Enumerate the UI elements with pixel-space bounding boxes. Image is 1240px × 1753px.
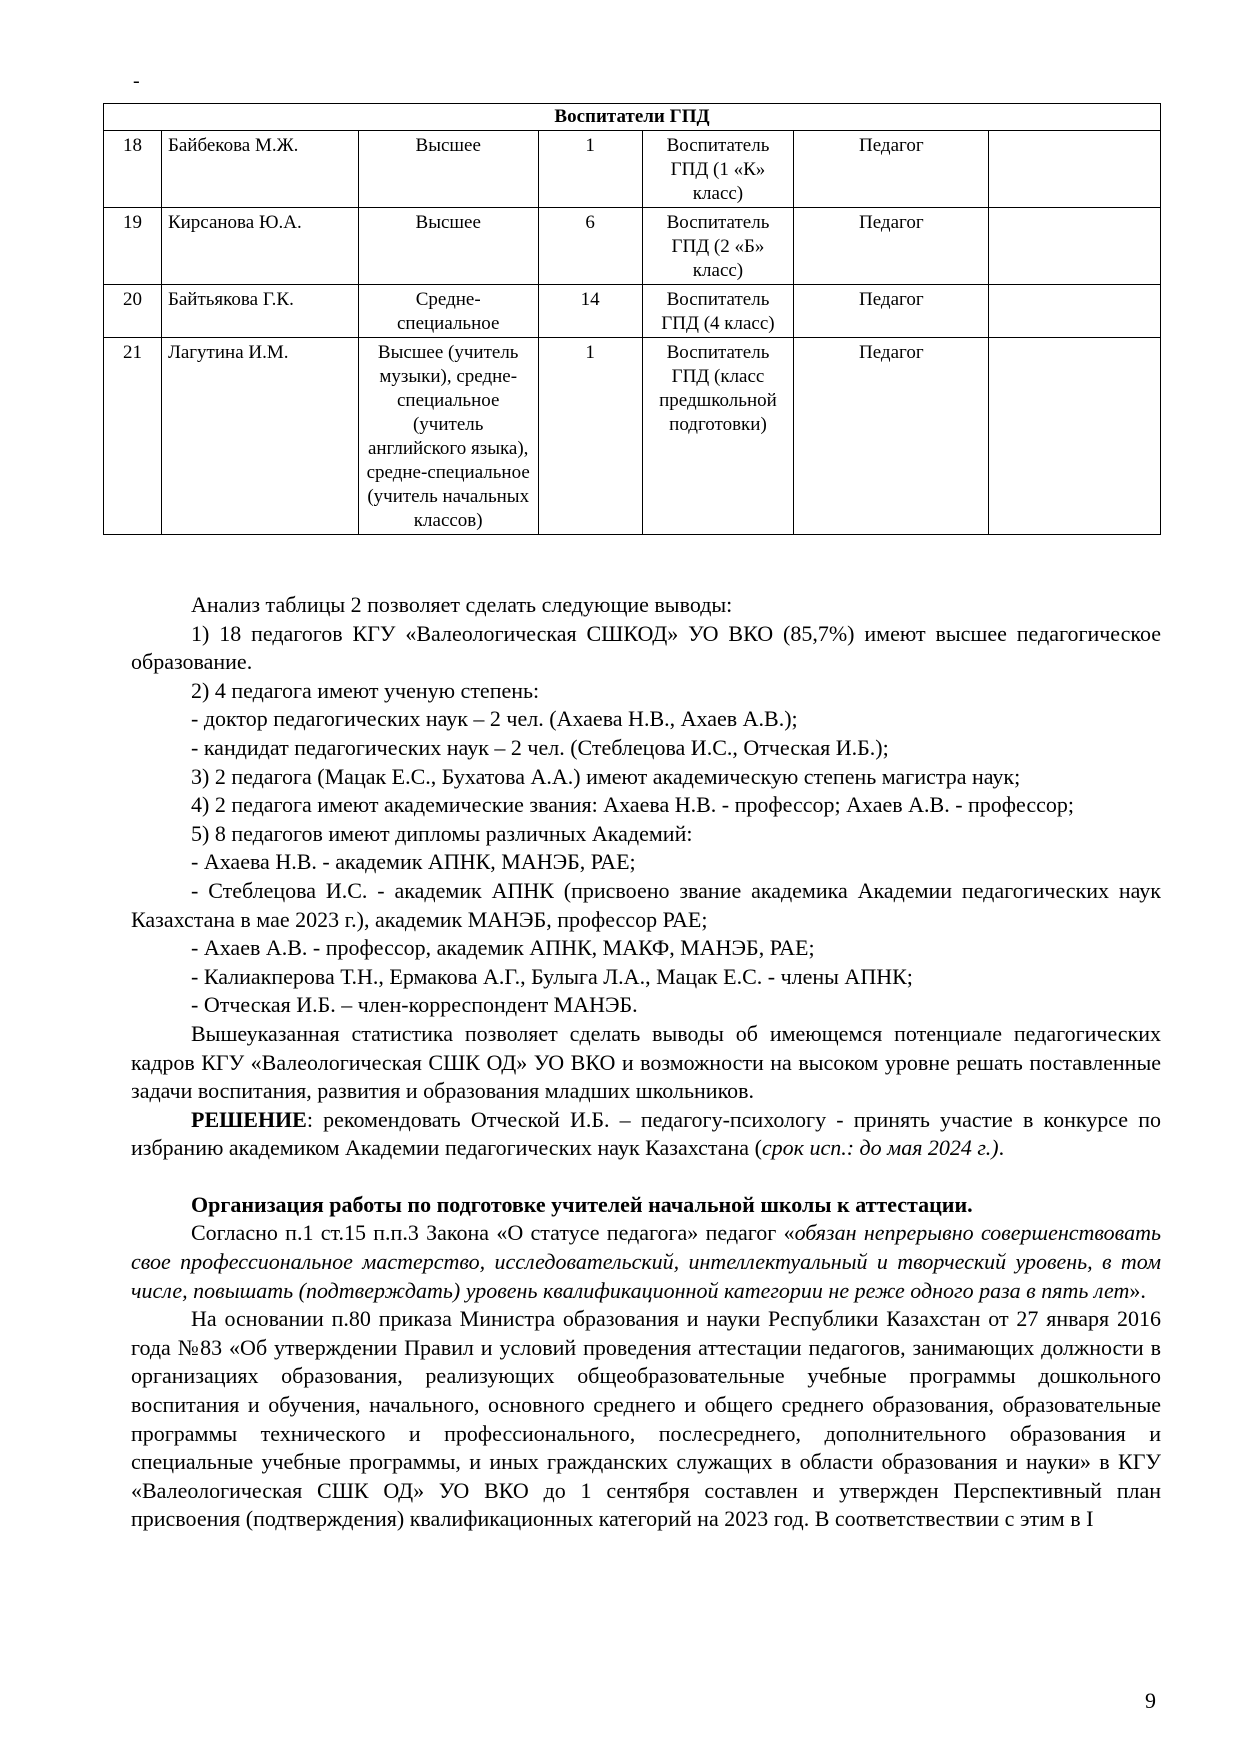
top-mark: - (133, 70, 140, 92)
paragraph: - Калиакперова Т.Н., Ермакова А.Г., Булыга Л.А., Мацак Е.С. - члены АПНК; (191, 963, 913, 989)
paragraph: - доктор педагогических наук – 2 чел. (Ахаева Н.В., Ахаев А.В.); (191, 706, 798, 732)
law-end: ». (1129, 1277, 1146, 1303)
education: Высшее (учитель музыки), средне-специальное (учитель английского языка), средне-специальное (учитель начальных классов) (358, 338, 538, 535)
decision-text: : рекомендовать Отческой И.Б. – педагогу-психологу - принять участие в конкурсе по избранию академиком Академии педагогических наук Казахстана ( (131, 1106, 1161, 1161)
paragraph: На основании п.80 приказа Министра образования и науки Республики Казахстан от 27 января 2016 года №83 «Об утверждении Правил и условий проведения аттестации педагогов, занимающих должности в организациях образования, реализующих общеобразовательные учебные программы дошкольного воспитания и обучения, начального, основного среднего и общего среднего образования, образовательные программы технического и профессионального, послесреднего, дополнительного образования и специальные учебные программы, и иных гражданских служащих в области образования и науки» в КГУ «Валеологическая СШК ОД» УО ВКО до 1 сентября составлен и утвержден Перспективный план присвоения (подтверждения) квалификационных категорий на 2023 год. В соответствествии с этим в I (131, 1306, 1161, 1532)
note (989, 208, 1161, 285)
experience: 1 (538, 131, 642, 208)
experience: 14 (538, 285, 642, 338)
experience: 1 (538, 338, 642, 535)
teacher-name: Байтьякова Г.К. (161, 285, 358, 338)
teacher-name: Байбекова М.Ж. (161, 131, 358, 208)
category: Педагог (794, 338, 989, 535)
note (989, 338, 1161, 535)
staff-table (103, 103, 1161, 535)
row-number: 20 (104, 285, 162, 338)
page-number: 9 (1145, 1688, 1156, 1713)
category: Педагог (794, 285, 989, 338)
paragraph: Анализ таблицы 2 позволяет сделать следующие выводы: (191, 592, 733, 617)
table-row (104, 338, 1161, 535)
paragraph: - Стеблецова И.С. - академик АПНК (присвоено звание академика Академии педагогических наук Казахстана в мае 2023 г.), академик МАНЭБ, профессор РАЕ; (131, 877, 1161, 932)
section-title: Воспитатели ГПД (104, 104, 1161, 131)
education: Средне-специальное (358, 285, 538, 338)
paragraph: 1) 18 педагогов КГУ «Валеологическая СШКОД» УО ВКО (85,7%) имеют высшее педагогическое образование. (131, 620, 1161, 675)
table-row (104, 208, 1161, 285)
position: Воспитатель ГПД (1 «К» класс) (642, 131, 794, 208)
table-section-row (104, 104, 1161, 131)
section-heading (131, 1191, 1161, 1220)
education: Высшее (358, 131, 538, 208)
paragraph: - Ахаева Н.В. - академик АПНК, МАНЭБ, РАЕ; (191, 849, 636, 875)
education: Высшее (358, 208, 538, 285)
law-paragraph (131, 1219, 1161, 1305)
paragraph: - кандидат педагогических наук – 2 чел. (Стеблецова И.С., Отческая И.Б.); (191, 734, 889, 760)
paragraph: 4) 2 педагога имеют академические звания: Ахаева Н.В. - профессор; Ахаев А.В. - профессор; (191, 792, 1074, 818)
paragraph: 2) 4 педагога имеют ученую степень: (191, 677, 540, 703)
experience: 6 (538, 208, 642, 285)
decision-label: РЕШЕНИЕ (191, 1106, 307, 1132)
table-row (104, 131, 1161, 208)
table-row (104, 285, 1161, 338)
position: Воспитатель ГПД (4 класс) (642, 285, 794, 338)
decision-deadline: срок исп.: до мая 2024 г.) (761, 1135, 999, 1161)
teacher-name: Лагутина И.М. (161, 338, 358, 535)
document-body (131, 591, 1161, 1534)
decision-end: . (998, 1135, 1005, 1161)
paragraph: 5) 8 педагогов имеют дипломы различных Академий: (191, 820, 693, 846)
note (989, 131, 1161, 208)
paragraph: - Отческая И.Б. – член-корреспондент МАНЭБ. (191, 992, 638, 1018)
paragraph: Вышеуказанная статистика позволяет сделать выводы об имеющемся потенциале педагогических кадров КГУ «Валеологическая СШК ОД» УО ВКО и возможности на высоком уровне решать поставленные задачи воспитания, развития и образования младших школьников. (131, 1020, 1161, 1104)
category: Педагог (794, 131, 989, 208)
row-number: 21 (104, 338, 162, 535)
position: Воспитатель ГПД (класс предшкольной подготовки) (642, 338, 794, 535)
paragraph: 3) 2 педагога (Мацак Е.С., Бухатова А.А.) имеют академическую степень магистра наук; (191, 763, 1021, 789)
note (989, 285, 1161, 338)
teacher-name: Кирсанова Ю.А. (161, 208, 358, 285)
decision-paragraph (131, 1106, 1161, 1163)
paragraph: - Ахаев А.В. - профессор, академик АПНК, МАКФ, МАНЭБ, РАЕ; (191, 935, 815, 961)
law-quote: обязан непрерывно совершенствовать свое профессиональное мастерство, исследовательский, интеллектуальный и творческий уровень, в том числе, повышать (подтверждать) уровень квалификационной категории не реже одного раза в пять лет (131, 1220, 1161, 1303)
position: Воспитатель ГПД (2 «Б» класс) (642, 208, 794, 285)
section-heading-text: Организация работы по подготовке учителей начальной школы к аттестации. (191, 1191, 973, 1217)
category: Педагог (794, 208, 989, 285)
row-number: 19 (104, 208, 162, 285)
row-number: 18 (104, 131, 162, 208)
law-intro: Согласно п.1 ст.15 п.п.3 Закона «О статусе педагога» педагог « (191, 1220, 795, 1246)
